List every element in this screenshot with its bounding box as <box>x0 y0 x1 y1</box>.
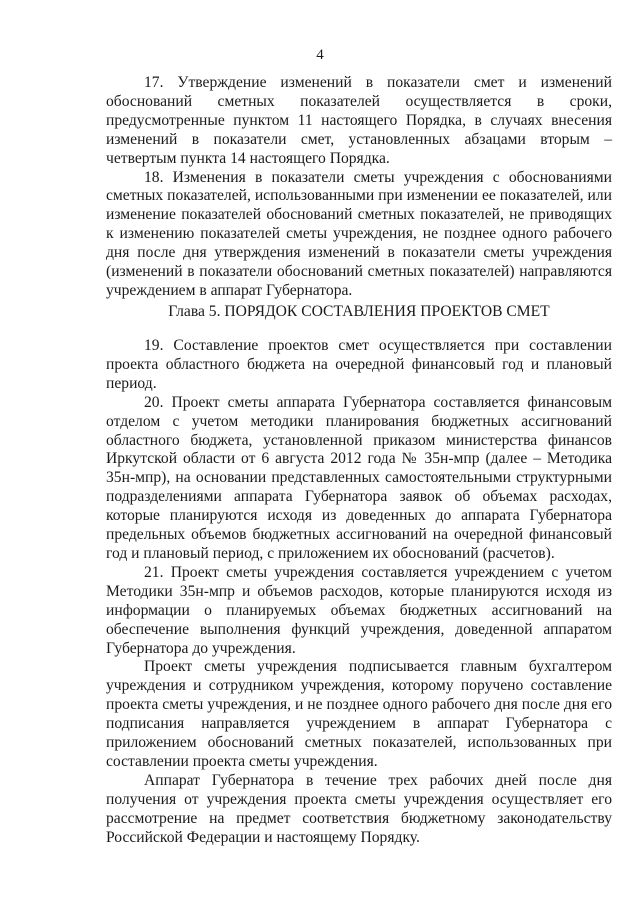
section-before-heading <box>106 74 612 301</box>
section-after-heading <box>106 337 612 847</box>
page-number: 4 <box>316 47 324 63</box>
paragraph-21-review: Аппарат Губернатора в течение трех рабочих дней после дня получения от учреждения проекта сметы учреждения осуществляет его рассмотрение на предмет соответствия бюджетному законодательству Российской Федерации и настоящему Порядку. <box>106 771 612 846</box>
paragraph-20: 20. Проект сметы аппарата Губернатора составляется финансовым отделом с учетом методики планирования бюджетных ассигнований областного бюджета, установленной приказом министерства финансов Иркутской области от 6 августа 2012 года № 35н-мпр (далее – Методика 35н-мпр), на основании представленных самостоятельными структурными подразделениями аппарата Губернатора заявок об объемах расходах, которые планируются исходя из доведенных до аппарата Губернатора предельных объемов бюджетных ассигнований на очередной финансовый год и плановый период, с приложением их обоснований (расчетов). <box>106 393 612 562</box>
paragraph-19: 19. Составление проектов смет осуществляется при составлении проекта областного бюджета на очередной финансовый год и плановый период. <box>106 337 612 392</box>
paragraph-21-signing: Проект сметы учреждения подписывается главным бухгалтером учреждения и сотрудником учреждения, которому поручено составление проекта сметы учреждения, и не позднее одного рабочего дня после дня его подписания направляется учреждением в аппарат Губернатора с приложением обоснований сметных показателей, использованных при составлении проекта сметы учреждения. <box>106 658 612 770</box>
paragraph-17: 17. Утверждение изменений в показатели смет и изменений обоснований сметных показателей осуществляется в сроки, предусмотренные пунктом 11 настоящего Порядка, в случаях внесения изменений в показатели смет, установленных абзацами вторым – четвертым пункта 14 настоящего Порядка. <box>106 74 612 167</box>
paragraph-21: 21. Проект сметы учреждения составляется учреждением с учетом Методики 35н-мпр и объемов расходов, которые планируются исходя из информации о планируемых объемах бюджетных ассигнований на обеспечение выполнения функций учреждения, доведенной аппаратом Губернатора до учреждения. <box>106 563 612 657</box>
paragraph-18: 18. Изменения в показатели сметы учреждения с обоснованиями сметных показателей, использованными при изменении ее показателей, или изменение показателей обоснований сметных показателей, не приводящих к изменению показателей сметы учреждения, не позднее одного рабочего дня после дня утверждения изменений в показатели сметы учреждения (изменений в показатели обоснований сметных показателей) направляются учреждением в аппарат Губернатора. <box>106 168 612 299</box>
chapter-heading: Глава 5. ПОРЯДОК СОСТАВЛЕНИЯ ПРОЕКТОВ СМЕТ <box>168 303 550 320</box>
